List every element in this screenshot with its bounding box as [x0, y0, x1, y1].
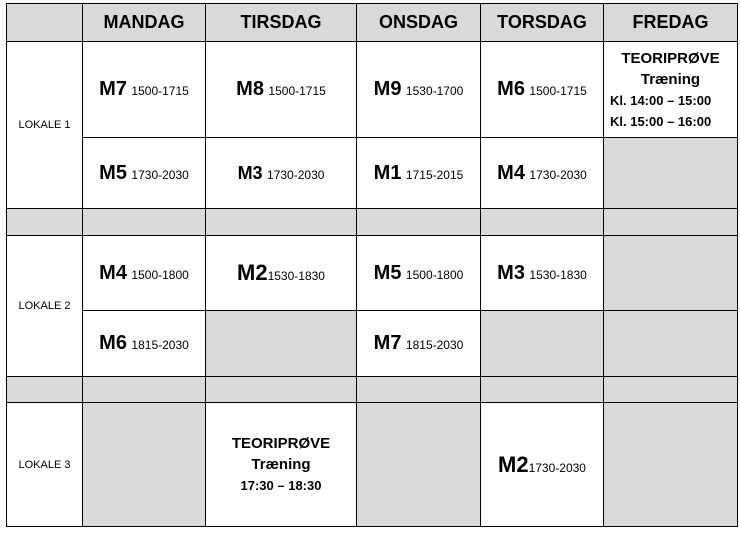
lokale2-row-b — [7, 311, 738, 377]
class-code: M4 — [99, 261, 127, 284]
empty-cell — [481, 377, 604, 403]
friday-theory-test-cell — [604, 42, 738, 138]
room-label-lokale-3: LOKALE 3 — [7, 403, 83, 527]
lokale1-row-b — [7, 138, 738, 209]
lokale1-row-a — [7, 42, 738, 138]
empty-cell — [604, 236, 738, 311]
slot-cell — [481, 138, 604, 209]
empty-cell — [604, 403, 738, 527]
slot-cell — [83, 138, 206, 209]
empty-cell — [7, 377, 83, 403]
empty-cell — [357, 209, 481, 236]
class-time: 1730-2030 — [267, 167, 325, 182]
class-time: 1500-1715 — [131, 84, 189, 98]
class-time: 1530-1830 — [267, 269, 325, 283]
class-code: M3 — [497, 261, 525, 284]
class-time: 1730-2030 — [131, 167, 189, 182]
slot-cell — [206, 138, 357, 209]
day-header-friday: FREDAG — [604, 4, 738, 42]
empty-cell — [604, 209, 738, 236]
class-time: 1500-1715 — [268, 84, 326, 98]
class-code: M9 — [373, 78, 402, 100]
class-code: M2 — [237, 260, 268, 285]
class-code: M5 — [373, 261, 402, 284]
slot-cell — [83, 236, 206, 311]
theory-test-slot: Kl. 15:00 – 16:00 — [610, 113, 712, 129]
empty-cell — [604, 138, 738, 209]
empty-cell — [357, 403, 481, 527]
slot-cell — [357, 311, 481, 377]
schedule-table — [6, 3, 738, 527]
lokale3-row — [7, 403, 738, 527]
class-time: 1530-1700 — [405, 84, 464, 98]
empty-cell — [83, 209, 206, 236]
empty-cell — [206, 311, 357, 377]
class-time: 1500-1715 — [529, 84, 587, 98]
theory-test-subtitle: Træning — [640, 70, 701, 88]
empty-cell — [604, 311, 738, 377]
class-time: 1530-1830 — [529, 267, 587, 282]
header-row — [7, 4, 738, 42]
separator-row — [7, 377, 738, 403]
empty-cell — [481, 311, 604, 377]
slot-cell — [357, 42, 481, 138]
class-time: 1815-2030 — [405, 338, 464, 352]
class-code: M5 — [99, 161, 127, 184]
class-time: 1500-1800 — [405, 267, 464, 282]
class-time: 1815-2030 — [131, 338, 189, 352]
slot-cell — [481, 42, 604, 138]
slot-cell — [481, 403, 604, 527]
class-code: M7 — [99, 78, 127, 100]
empty-cell — [206, 209, 357, 236]
day-header-wednesday: ONSDAG — [357, 4, 481, 42]
class-code: M3 — [237, 162, 263, 183]
class-time: 1730-2030 — [529, 167, 587, 182]
theory-test-slot: Kl. 14:00 – 15:00 — [610, 92, 712, 108]
class-code: M8 — [236, 78, 264, 100]
class-time: 1500-1800 — [131, 267, 189, 282]
corner-cell — [7, 4, 83, 42]
slot-cell — [83, 42, 206, 138]
empty-cell — [206, 377, 357, 403]
theory-test-time: 17:30 – 18:30 — [240, 478, 322, 493]
class-code: M7 — [373, 332, 402, 354]
empty-cell — [481, 209, 604, 236]
empty-cell — [7, 209, 83, 236]
empty-cell — [83, 403, 206, 527]
slot-cell — [357, 138, 481, 209]
theory-test-title: TEORIPRØVE — [621, 49, 720, 67]
room-label-lokale-1: LOKALE 1 — [7, 42, 83, 209]
class-code: M4 — [497, 161, 525, 184]
class-code: M1 — [373, 161, 402, 184]
slot-cell — [481, 236, 604, 311]
class-code: M6 — [99, 332, 127, 354]
slot-cell — [83, 311, 206, 377]
day-header-tuesday: TIRSDAG — [206, 4, 357, 42]
class-code: M2 — [498, 451, 529, 477]
room-label-lokale-2: LOKALE 2 — [7, 236, 83, 377]
class-code: M6 — [497, 78, 525, 100]
theory-test-subtitle: Træning — [251, 456, 311, 473]
day-header-thursday: TORSDAG — [481, 4, 604, 42]
empty-cell — [604, 377, 738, 403]
empty-cell — [83, 377, 206, 403]
theory-test-title: TEORIPRØVE — [231, 435, 331, 452]
slot-cell — [206, 42, 357, 138]
lokale2-row-a — [7, 236, 738, 311]
empty-cell — [357, 377, 481, 403]
day-header-monday: MANDAG — [83, 4, 206, 42]
tuesday-theory-test-cell — [206, 403, 357, 527]
separator-row — [7, 209, 738, 236]
class-time: 1730-2030 — [528, 460, 586, 475]
class-time: 1715-2015 — [405, 167, 464, 182]
slot-cell — [206, 236, 357, 311]
slot-cell — [357, 236, 481, 311]
